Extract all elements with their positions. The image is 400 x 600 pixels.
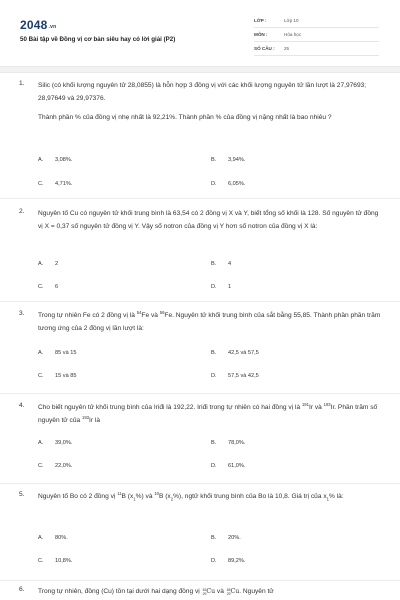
option-a[interactable]: A. 80%.	[38, 535, 68, 541]
option-c[interactable]: C. 10,8%.	[38, 558, 73, 564]
isotope-notation: 63 29	[202, 588, 207, 596]
question-text: Trong tự nhiên Fe có 2 đồng vị là $^{54}$Fe và $^{56}$Fe. Nguyên tử khối trung bình của sắt bằng 55,85. Thành phần phần trăm tương ứng của 2 đồng vị lần lượt là:	[38, 309, 381, 332]
question-text: Nguyên tố Cu có nguyên tử khối trung bình là 63,54 có 2 đồng vị X và Y, biết tổng số khối là 128. Số nguyên tử đồng vị X = 0,37 số nguyên tử đồng vị Y. Vậy số notron của đồng vị Y hơn số notron của đồng vị X là:	[38, 210, 379, 230]
question-text: Silic (có khối lượng nguyên tử 28,0855) là hỗn hợp 3 đồng vị với các khối lượng nguyên tử lần lượt là 27,97693; 28,97649 và 29,97376.	[38, 82, 367, 102]
option-d[interactable]: D. 61,0%.	[211, 463, 246, 469]
option-b[interactable]: B. 78,0%.	[211, 440, 246, 446]
option-b[interactable]: B. 42,5 và 57,5	[211, 350, 259, 356]
question-number: 3.	[19, 310, 25, 317]
option-c[interactable]: C. 22,0%.	[38, 463, 73, 469]
option-d[interactable]: D. 57,5 và 42,5	[211, 373, 259, 379]
meta-value: Lớp 10	[284, 18, 299, 23]
meta-value: Hóa học	[284, 32, 302, 37]
meta-label: SỐ CÂU :	[254, 46, 275, 51]
option-b[interactable]: B. 20%.	[211, 535, 241, 541]
option-c[interactable]: C. 6	[38, 284, 59, 290]
question-number: 1.	[19, 80, 25, 87]
question-separator	[0, 483, 400, 484]
option-a[interactable]: A. 39,0%.	[38, 440, 73, 446]
option-a[interactable]: A. 2	[38, 261, 59, 267]
isotope-notation: 65 29	[226, 588, 231, 596]
question-text-2: Thành phần % của đồng vị nhẹ nhất là 92,21%. Thành phần % của đồng vị nặng nhất là bao nhiêu ?	[38, 114, 332, 121]
question-number: 4.	[19, 402, 25, 409]
option-c[interactable]: C. 15 và 85	[38, 373, 77, 379]
meta-label: MÔN :	[254, 32, 268, 37]
option-d[interactable]: D. 1	[211, 284, 232, 290]
question-text: Cho biết nguyên tử khối trung bình của Iriđi là 192,22. Iriđi trong tự nhiên có hai đồng vị là $^{191}$Ir và $^{193}$Ir. Phần trăm số nguyên tử của $^{193}$Ir là	[38, 401, 378, 424]
question-number: 2.	[19, 208, 25, 215]
question-separator	[0, 580, 400, 581]
option-b[interactable]: B. 4	[211, 261, 232, 267]
question-separator	[0, 301, 400, 302]
question-number: 6.	[19, 586, 25, 593]
option-a[interactable]: A. 3,08%.	[38, 157, 73, 163]
page-title: 50 Bài tập về Đồng vị cơ bản siêu hay có lời giải (P2)	[20, 36, 176, 43]
option-c[interactable]: C. 4,71%.	[38, 181, 73, 187]
option-d[interactable]: D. 6,05%.	[211, 181, 246, 187]
option-d[interactable]: D. 89,2%.	[211, 558, 246, 564]
meta-label: LỚP :	[254, 18, 267, 23]
question-number: 5.	[19, 491, 25, 498]
question-separator	[0, 393, 400, 394]
question-separator	[0, 198, 400, 199]
question-text: Nguyên tố Bo có 2 đồng vị $^{11}$B $(x_1\%)$ và $^{10}$B $(x_2\%)$, ngtử khối trung bình của Bo là 10,8. Giá trị của $x_1\%$ là:	[38, 490, 344, 502]
header-divider	[0, 66, 400, 73]
logo[interactable]: 2048.vn	[20, 18, 57, 32]
question-text: Trong tự nhiên, đồng (Cu) tồn tại dưới hai dạng đồng vị 63 29Cu và 65 29Cu. Nguyên tử	[38, 588, 274, 596]
option-a[interactable]: A. 85 và 15	[38, 350, 77, 356]
option-b[interactable]: B. 3,94%.	[211, 157, 246, 163]
meta-value: 25	[284, 46, 290, 51]
header	[0, 0, 400, 64]
